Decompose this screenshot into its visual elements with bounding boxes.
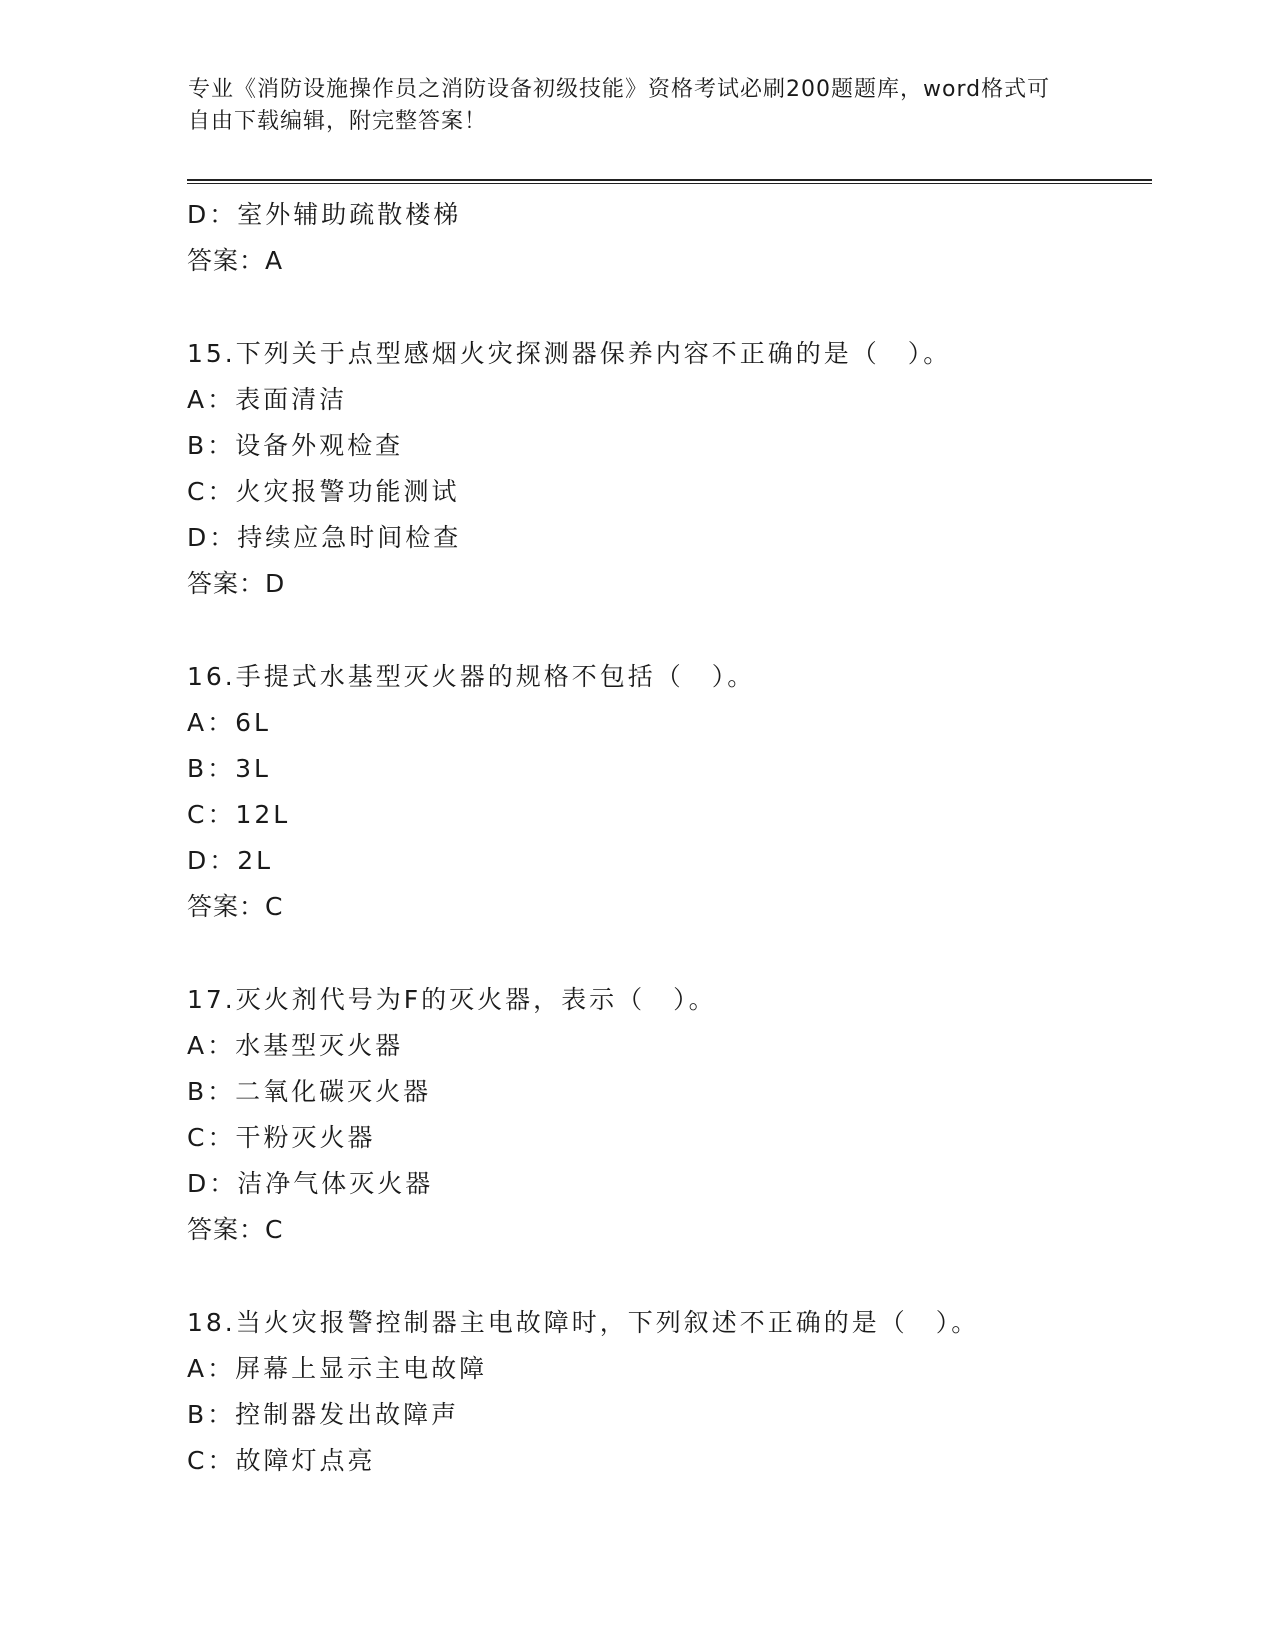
question-text: 16.手提式水基型灭火器的规格不包括（ ）。 xyxy=(187,662,756,691)
header-divider xyxy=(187,179,1152,184)
option-line: D：洁净气体灭火器 xyxy=(187,1169,434,1198)
option-line: A：屏幕上显示主电故障 xyxy=(187,1354,488,1383)
option-line: B：设备外观检查 xyxy=(187,431,404,460)
option-line: A：水基型灭火器 xyxy=(187,1031,404,1060)
question-list xyxy=(187,192,1152,1484)
option-line: C：火灾报警功能测试 xyxy=(187,477,460,506)
option-line: D：2L xyxy=(187,846,274,875)
option-line: A：6L xyxy=(187,708,271,737)
answer-line: 答案：A xyxy=(187,246,284,275)
question-text: 15.下列关于点型感烟火灾探测器保养内容不正确的是（ ）。 xyxy=(187,339,952,368)
option-line: D：室外辅助疏散楼梯 xyxy=(187,200,462,229)
option-line: B：3L xyxy=(187,754,271,783)
answer-line: 答案：C xyxy=(187,892,284,921)
option-line: C：故障灯点亮 xyxy=(187,1446,376,1475)
page-header: 专业《消防设施操作员之消防设备初级技能》资格考试必刷200题题库，word格式可自由下载编辑，附完整答案！ xyxy=(188,77,1051,134)
option-line: C：干粉灭火器 xyxy=(187,1123,376,1152)
option-line: B：控制器发出故障声 xyxy=(187,1400,460,1429)
answer-line: 答案：C xyxy=(187,1215,284,1244)
option-line: B：二氧化碳灭火器 xyxy=(187,1077,432,1106)
option-line: D：持续应急时间检查 xyxy=(187,523,462,552)
option-line: A：表面清洁 xyxy=(187,385,348,414)
question-text: 18.当火灾报警控制器主电故障时，下列叙述不正确的是（ ）。 xyxy=(187,1308,980,1337)
answer-line: 答案：D xyxy=(187,569,286,598)
option-line: C：12L xyxy=(187,800,291,829)
question-text: 17.灭火剂代号为F的灭火器，表示（ ）。 xyxy=(187,985,717,1014)
